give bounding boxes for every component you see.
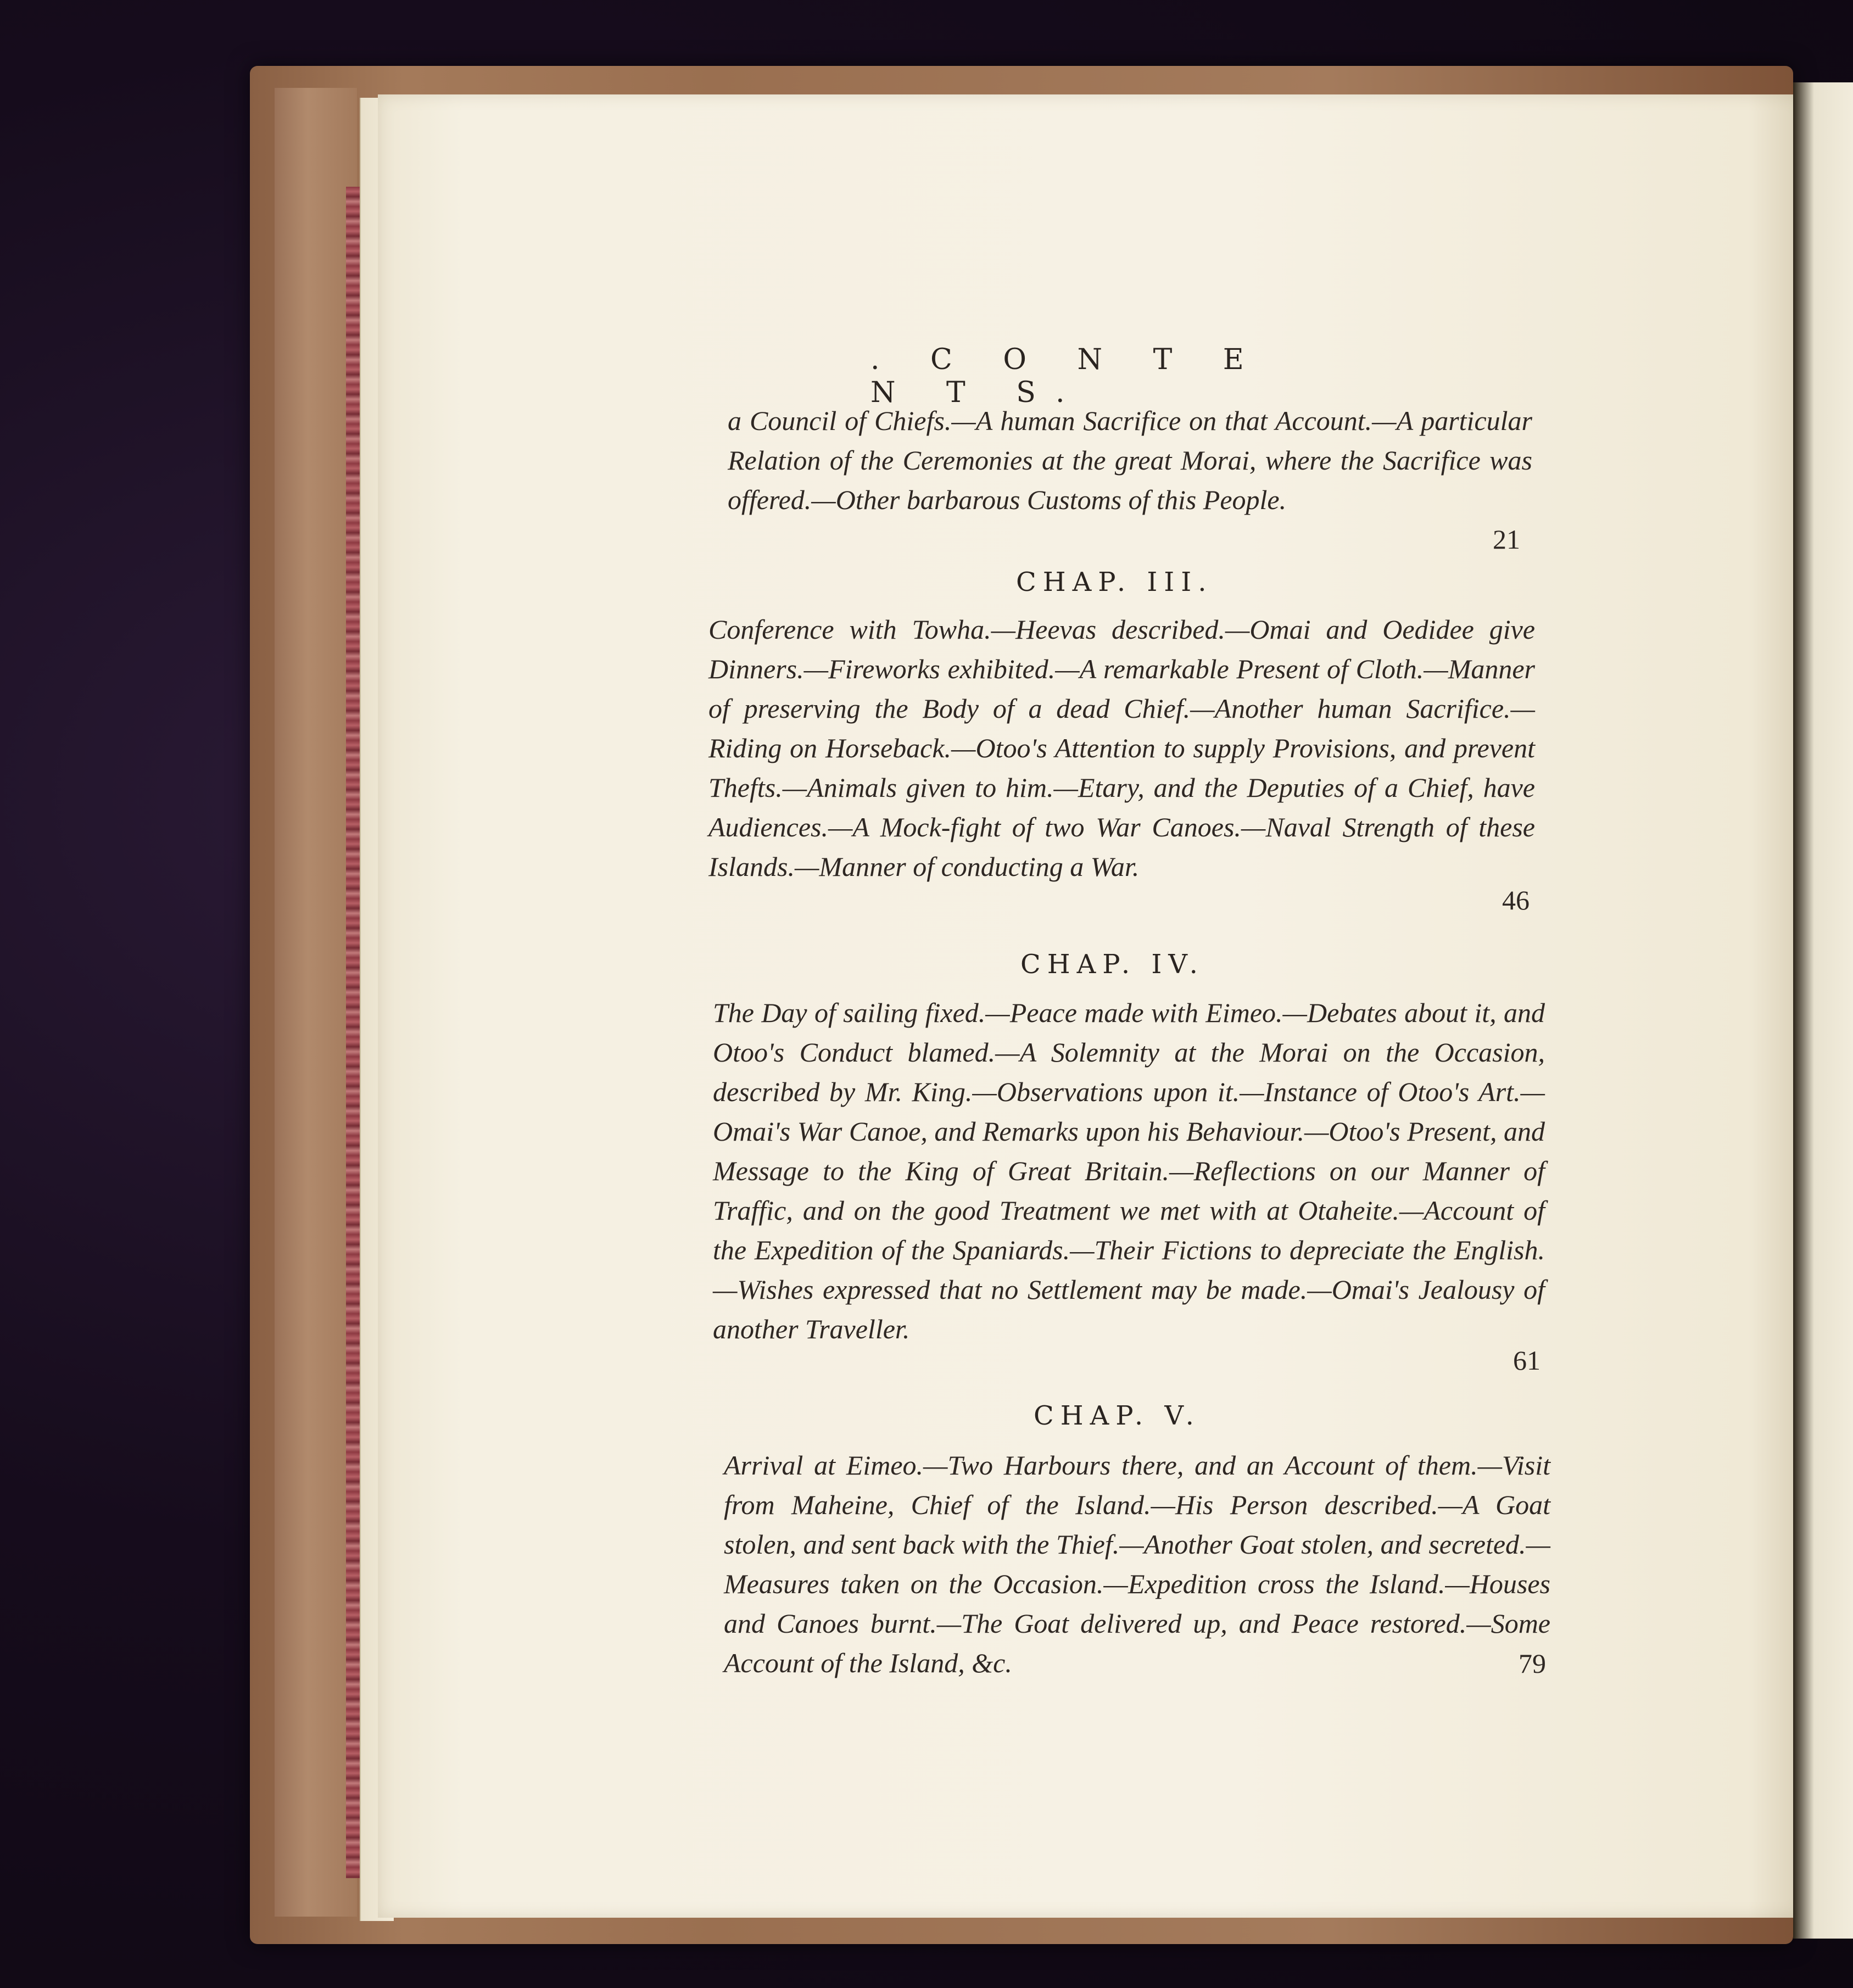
page-number-chap-4: 61 [1513,1345,1541,1376]
contents-entry-chap-4: The Day of sailing fixed.—Peace made with Eimeo.—Debates about it, and Otoo's Conduct blamed.—A Solemnity at the Morai on the Occasion, described by Mr. King.—Observations upon it.—Instance of Otoo's Art.—Omai's War Canoe, and Remarks upon his Behaviour.—Otoo's Present, and Message to the King of Great Britain.—Reflections on our Manner of Traffic, and on the good Treatment we met with at Otaheite.—Account of the Expedition of the Spaniards.—Their Fictions to depreciate the English.—Wishes expressed that no Settlement may be made.—Omai's Jealousy of another Traveller. [713,997,1545,1344]
contents-entry-chap-3: Conference with Towha.—Heevas described.—Omai and Oedidee give Dinners.—Fireworks exhibited.—A remarkable Present of Cloth.—Manner of preserving the Body of a dead Chief.—Another human Sacrifice.—Riding on Horseback.—Otoo's Attention to supply Provisions, and prevent Thefts.—Animals given to him.—Etary, and the Deputies of a Chief, have Audiences.—A Mock-fight of two War Canoes.—Naval Strength of these Islands.—Manner of conducting a War. [708,614,1535,882]
marbled-page-edge [346,187,361,1878]
facing-page-edge [1793,82,1853,1939]
page-number-continuation: 21 [1493,524,1520,555]
contents-entry-continuation: a Council of Chiefs.—A human Sacrifice on that Account.—A particular Relation of the Ceremonies at the great Morai, where the Sacrifice was offered.—Other barbarous Customs of this People. [728,405,1532,515]
chapter-heading-5: CHAP. V. [1034,1400,1201,1431]
contents-entry-chap-5: Arrival at Eimeo.—Two Harbours there, and an Account of them.—Visit from Maheine, Chief of the Island.—His Person described.—A Goat stolen, and sent back with the Thief.—Another Goat stolen, and secreted.—Measures taken on the Occasion.—Expedition cross the Island.—Houses and Canoes burnt.—The Goat delivered up, and Peace restored.—Some Account of the Island, &c. [724,1450,1550,1678]
running-head: . C O N T E N T S. [870,343,1265,409]
chapter-heading-3: CHAP. III. [1016,567,1213,597]
page-number-chap-3: 46 [1502,885,1530,915]
cover-turn-in [275,88,357,1917]
chapter-heading-4: CHAP. IV. [1020,949,1204,980]
page-number-chap-5: 79 [1519,1648,1546,1679]
